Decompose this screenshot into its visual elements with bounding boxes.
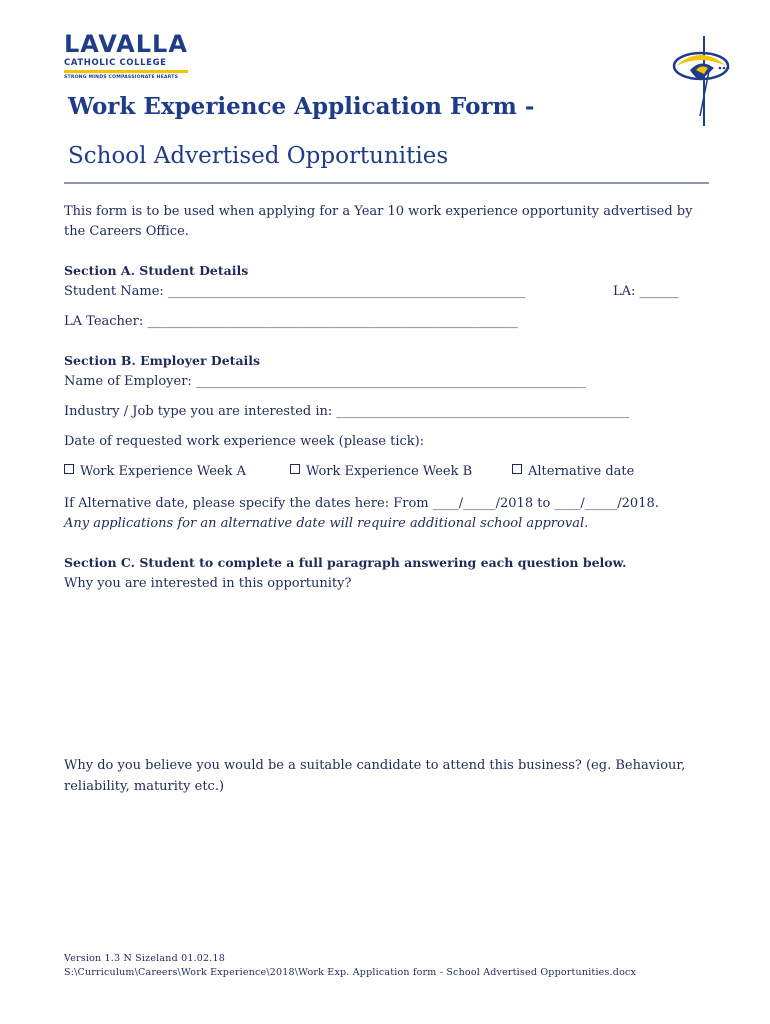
form-subtitle: School Advertised Opportunities <box>68 143 449 169</box>
form-title: Work Experience Application Form - <box>68 93 535 120</box>
footer-version: Version 1.3 N Sizeland 01.02.18 <box>64 953 225 964</box>
section-a-heading: Section A. Student Details <box>64 263 249 278</box>
option-week-a-label: Work Experience Week A <box>80 464 246 479</box>
option-week-a[interactable] <box>64 462 246 482</box>
employer-name-field[interactable]: Name of Employer: ____________________________________________________________ <box>64 374 586 389</box>
section-b-heading: Section B. Employer Details <box>64 353 261 368</box>
logo-gold-bar <box>64 70 188 73</box>
option-week-b[interactable] <box>290 462 472 482</box>
date-prompt: Date of requested work experience week (please tick): <box>64 434 425 449</box>
college-logo <box>64 32 190 80</box>
checkbox-icon[interactable] <box>290 464 300 474</box>
industry-field[interactable]: Industry / Job type you are interested in: _____________________________________________ <box>64 404 629 419</box>
alternative-dates-field[interactable]: If Alternative date, please specify the dates here: From ____/_____/2018 to ____/_____/2018. <box>64 496 659 511</box>
option-alternative-date-label: Alternative date <box>528 464 635 479</box>
la-field[interactable]: LA: ______ <box>613 284 679 299</box>
logo-subtitle: CATHOLIC COLLEGE <box>64 58 167 68</box>
alternative-date-note: Any applications for an alternative date will require additional school approval. <box>64 516 589 531</box>
question-2-line-1: Why do you believe you would be a suitable candidate to attend this business? (eg. Behaviour, <box>64 758 686 773</box>
intro-line-1: This form is to be used when applying for a Year 10 work experience opportunity advertised by <box>64 204 693 219</box>
option-alternative-date[interactable] <box>512 462 634 482</box>
option-week-b-label: Work Experience Week B <box>306 464 473 479</box>
title-divider <box>64 182 709 184</box>
section-c-heading: Section C. Student to complete a full paragraph answering each question below. <box>64 555 627 570</box>
checkbox-icon[interactable] <box>64 464 74 474</box>
intro-line-2: the Careers Office. <box>64 224 189 239</box>
footer-file-path: S:\Curriculum\Careers\Work Experience\2018\Work Exp. Application form - School Advertised Opportunities.docx <box>64 967 637 978</box>
college-crest-icon <box>670 36 732 126</box>
logo-wordmark: LAVALLA <box>64 30 188 58</box>
student-name-field[interactable]: Student Name: _______________________________________________________ <box>64 284 526 299</box>
question-2-line-2: reliability, maturity etc.) <box>64 779 225 794</box>
checkbox-icon[interactable] <box>512 464 522 474</box>
question-1: Why you are interested in this opportunity? <box>64 576 352 591</box>
logo-tagline: STRONG MINDS COMPASSIONATE HEARTS <box>64 75 179 80</box>
la-teacher-field[interactable]: LA Teacher: _________________________________________________________ <box>64 314 518 329</box>
